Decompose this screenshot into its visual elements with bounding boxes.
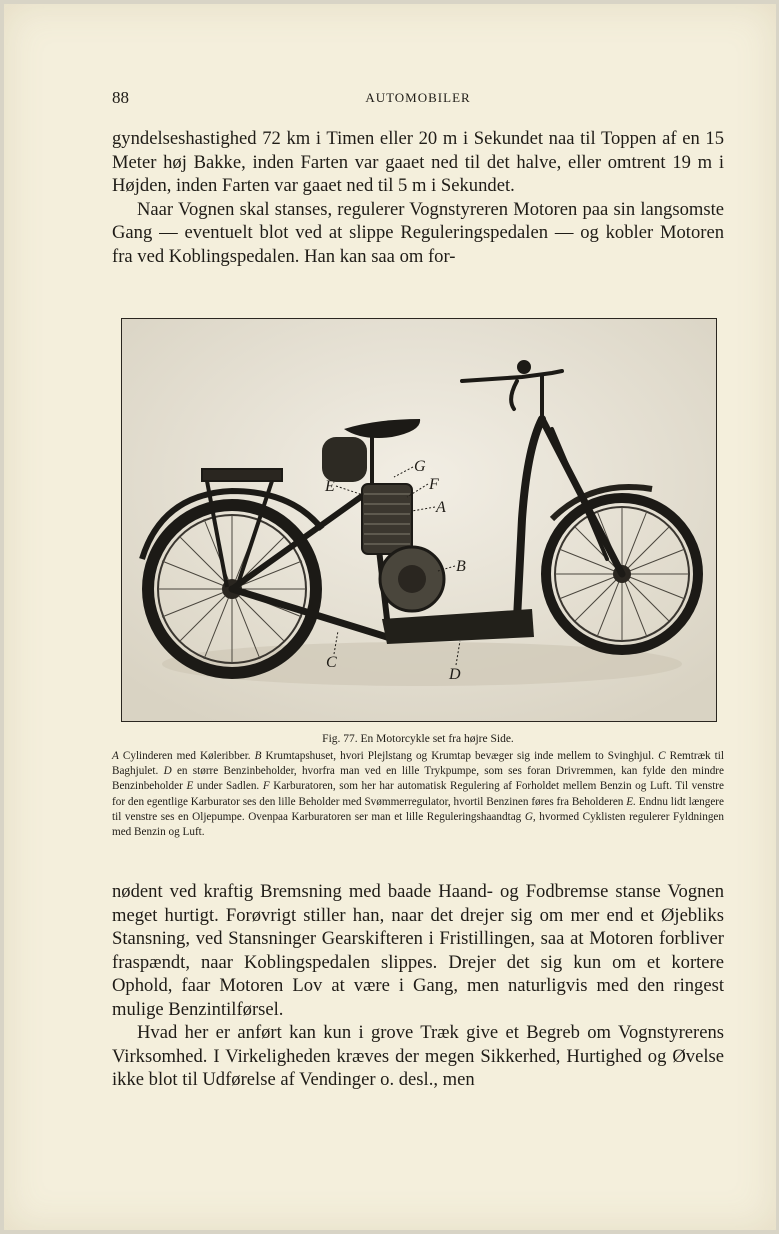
paragraph: gyndelseshastighed 72 km i Timen eller 20 m i Sekundet naa til Toppen af en 15 Meter høj Bakke, inden Farten var gaaet ned til det halve, eller omtrent 19 m i Højden, inden Farten var gaaet ned til 5 m i Sekundet. — [112, 128, 724, 196]
page-header — [112, 88, 724, 112]
caption-segment: Remtræk til Baghjulet. — [112, 750, 725, 778]
paragraph: nødent ved kraftig Bremsning med baade Haand- og Fodbremse stanse Vognen meget hurtigt. Forøvrigt stiller han, naar det drejer sig om mer end et Øjebliks Stansning, ved Stansninger Gearskifteren i Fristillingen, saa at Motoren forbliver fraspændt, naar Koblingspedalen slippes. Drejer det sig kun om et kortere Ophold, faar Motoren Lov at være i Gang, men naturligvis med den ringest mulige Benzintilførsel. — [112, 881, 724, 1020]
label-g: G — [414, 458, 426, 475]
label-e: E — [325, 478, 335, 495]
label-c: C — [326, 654, 337, 671]
caption-key: G, — [524, 810, 536, 823]
top-text-block — [112, 127, 724, 268]
caption-key: E. — [626, 795, 636, 808]
page-number: 88 — [112, 88, 129, 107]
label-a: A — [436, 499, 446, 516]
caption-segment: Endnu lidt længere til venstre ses en Oljepumpe. Ovenpaa Karburatoren ser man et lille Reguleringshaandtag — [112, 795, 724, 823]
paragraph: Naar Vognen skal stanses, regulerer Vognstyreren Motoren paa sin langsomste Gang — eventuelt blot ved at slippe Reguleringspedalen — og kobler Motoren fra ved Koblingspedalen. Han kan saa om for- — [112, 198, 724, 267]
caption-key: C — [658, 750, 666, 762]
caption-key: E — [186, 780, 194, 793]
caption-segment: Cylinderen med Køleribber. — [118, 750, 255, 762]
label-f: F — [429, 476, 439, 493]
label-b: B — [456, 558, 466, 575]
caption-segment: en større Benzinbeholder, hvorfra man ved en lille Trykpumpe, som ses foran Drivremmen, kan fylde den mindre Benzinbeholder — [112, 765, 724, 793]
caption-segment: under Sadlen. — [193, 780, 263, 793]
caption-key: D — [163, 765, 172, 778]
caption-segment: hvormed Cyklisten regulerer Fyldningen med Benzin og Luft. — [112, 810, 724, 839]
label-d: D — [449, 666, 461, 683]
caption-key: B — [254, 750, 262, 762]
caption-key: F — [262, 780, 270, 793]
book-page — [4, 4, 776, 1230]
caption-segment: Krumtapshuset, hvori Plejlstang og Krumtap bevæger sig inde mellem to Svinghjul. — [261, 750, 659, 762]
paragraph: Hvad her er anført kan kun i grove Træk give et Begreb om Vognstyrerens Virksomhed. I Virkeligheden kræves der megen Sikkerhed, Hurtighed og Øvelse ikke blot til Udførelse af Vendinger o. desl., men — [112, 1022, 724, 1090]
caption-key: A — [112, 750, 119, 762]
motorcycle-illustration — [122, 319, 716, 721]
motorcycle-photo — [121, 318, 717, 722]
figure-caption-title: Fig. 77. En Motorcykle set fra højre Side. — [322, 733, 514, 745]
running-head: AUTOMOBILER — [365, 90, 471, 105]
figure-caption — [112, 749, 724, 840]
caption-segment: Karburatoren, som her har automatisk Regulering af Forholdet mellem Benzin og Luft. Til venstre for den egentlige Karburator ses den lille Beholder med Svømmerregulator, hvortil Benzinen føres fra Beholderen — [112, 780, 724, 808]
bottom-text-block — [112, 880, 724, 1092]
